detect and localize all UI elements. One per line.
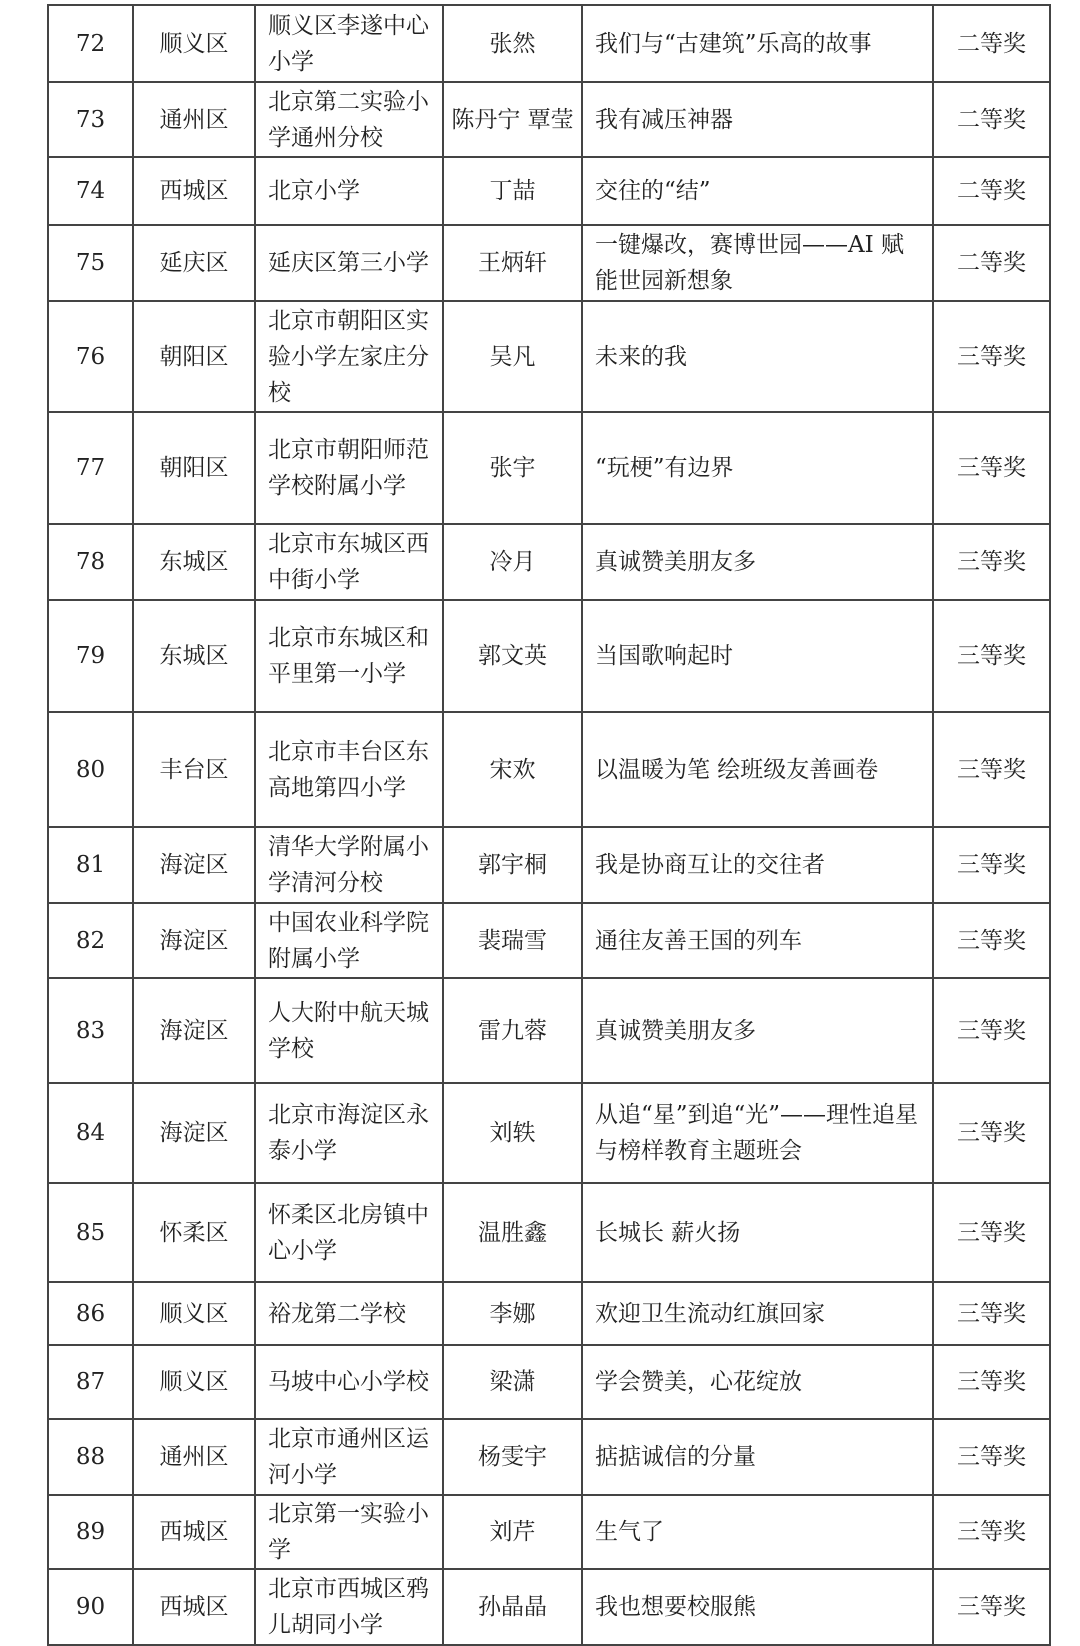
entry-title-cell: 欢迎卫生流动红旗回家 (582, 1282, 933, 1345)
school-name-cell: 北京市朝阳区实验小学左家庄分校 (255, 301, 443, 412)
school-name-cell: 北京市东城区西中街小学 (255, 524, 443, 600)
table-row (48, 524, 1050, 600)
row-number-cell: 78 (48, 524, 133, 600)
table-row (48, 82, 1050, 157)
entry-title-cell: 学会赞美，心花绽放 (582, 1345, 933, 1419)
row-number-cell: 90 (48, 1569, 133, 1645)
table-row (48, 1183, 1050, 1282)
teacher-name-cell: 李娜 (443, 1282, 582, 1345)
teacher-name-cell: 梁潇 (443, 1345, 582, 1419)
teacher-name-cell: 裴瑞雪 (443, 903, 582, 978)
school-name-cell: 北京市东城区和平里第一小学 (255, 600, 443, 712)
table-row (48, 1419, 1050, 1495)
table-row (48, 600, 1050, 712)
district-cell: 西城区 (133, 1495, 255, 1569)
award-level-cell: 三等奖 (933, 1345, 1050, 1419)
school-name-cell: 马坡中心小学校 (255, 1345, 443, 1419)
district-cell: 海淀区 (133, 1083, 255, 1183)
award-level-cell: 三等奖 (933, 1569, 1050, 1645)
teacher-name-cell: 温胜鑫 (443, 1183, 582, 1282)
table-row (48, 1569, 1050, 1645)
teacher-name-cell: 吴凡 (443, 301, 582, 412)
award-level-cell: 二等奖 (933, 82, 1050, 157)
award-level-cell: 三等奖 (933, 412, 1050, 524)
table-row (48, 157, 1050, 225)
row-number-cell: 85 (48, 1183, 133, 1282)
district-cell: 通州区 (133, 1419, 255, 1495)
row-number-cell: 72 (48, 5, 133, 82)
school-name-cell: 顺义区李遂中心小学 (255, 5, 443, 82)
table-row (48, 903, 1050, 978)
award-level-cell: 三等奖 (933, 978, 1050, 1083)
row-number-cell: 80 (48, 712, 133, 827)
entry-title-cell: 一键爆改，赛博世园——AI 赋能世园新想象 (582, 225, 933, 301)
table-row (48, 712, 1050, 827)
district-cell: 通州区 (133, 82, 255, 157)
award-level-cell: 三等奖 (933, 600, 1050, 712)
teacher-name-cell: 杨雯宇 (443, 1419, 582, 1495)
school-name-cell: 北京小学 (255, 157, 443, 225)
district-cell: 海淀区 (133, 827, 255, 903)
entry-title-cell: 长城长 薪火扬 (582, 1183, 933, 1282)
row-number-cell: 79 (48, 600, 133, 712)
district-cell: 顺义区 (133, 1282, 255, 1345)
district-cell: 西城区 (133, 1569, 255, 1645)
entry-title-cell: 从追“星”到追“光”——理性追星与榜样教育主题班会 (582, 1083, 933, 1183)
award-level-cell: 二等奖 (933, 157, 1050, 225)
table-row (48, 827, 1050, 903)
school-name-cell: 人大附中航天城学校 (255, 978, 443, 1083)
teacher-name-cell: 郭文英 (443, 600, 582, 712)
school-name-cell: 北京市通州区运河小学 (255, 1419, 443, 1495)
table-row (48, 225, 1050, 301)
teacher-name-cell: 郭宇桐 (443, 827, 582, 903)
entry-title-cell: 通往友善王国的列车 (582, 903, 933, 978)
district-cell: 海淀区 (133, 903, 255, 978)
award-table-body (48, 5, 1050, 1645)
row-number-cell: 89 (48, 1495, 133, 1569)
district-cell: 怀柔区 (133, 1183, 255, 1282)
entry-title-cell: 交往的“结” (582, 157, 933, 225)
entry-title-cell: 掂掂诚信的分量 (582, 1419, 933, 1495)
row-number-cell: 81 (48, 827, 133, 903)
school-name-cell: 中国农业科学院附属小学 (255, 903, 443, 978)
teacher-name-cell: 张宇 (443, 412, 582, 524)
row-number-cell: 86 (48, 1282, 133, 1345)
row-number-cell: 74 (48, 157, 133, 225)
award-level-cell: 二等奖 (933, 225, 1050, 301)
teacher-name-cell: 张然 (443, 5, 582, 82)
entry-title-cell: 未来的我 (582, 301, 933, 412)
row-number-cell: 83 (48, 978, 133, 1083)
row-number-cell: 77 (48, 412, 133, 524)
row-number-cell: 76 (48, 301, 133, 412)
entry-title-cell: 真诚赞美朋友多 (582, 524, 933, 600)
school-name-cell: 裕龙第二学校 (255, 1282, 443, 1345)
award-level-cell: 三等奖 (933, 301, 1050, 412)
entry-title-cell: “玩梗”有边界 (582, 412, 933, 524)
district-cell: 海淀区 (133, 978, 255, 1083)
school-name-cell: 北京市丰台区东高地第四小学 (255, 712, 443, 827)
table-row (48, 1345, 1050, 1419)
table-row (48, 1083, 1050, 1183)
teacher-name-cell: 陈丹宁 覃莹 (443, 82, 582, 157)
table-row (48, 978, 1050, 1083)
district-cell: 东城区 (133, 600, 255, 712)
entry-title-cell: 我们与“古建筑”乐高的故事 (582, 5, 933, 82)
teacher-name-cell: 宋欢 (443, 712, 582, 827)
table-row (48, 301, 1050, 412)
district-cell: 延庆区 (133, 225, 255, 301)
award-level-cell: 三等奖 (933, 903, 1050, 978)
teacher-name-cell: 孙晶晶 (443, 1569, 582, 1645)
row-number-cell: 82 (48, 903, 133, 978)
award-level-cell: 三等奖 (933, 712, 1050, 827)
district-cell: 朝阳区 (133, 412, 255, 524)
row-number-cell: 87 (48, 1345, 133, 1419)
entry-title-cell: 当国歌响起时 (582, 600, 933, 712)
award-level-cell: 三等奖 (933, 827, 1050, 903)
district-cell: 西城区 (133, 157, 255, 225)
entry-title-cell: 我是协商互让的交往者 (582, 827, 933, 903)
award-level-cell: 三等奖 (933, 1083, 1050, 1183)
award-level-cell: 三等奖 (933, 1183, 1050, 1282)
row-number-cell: 84 (48, 1083, 133, 1183)
teacher-name-cell: 刘芹 (443, 1495, 582, 1569)
table-row (48, 5, 1050, 82)
table-row (48, 412, 1050, 524)
teacher-name-cell: 冷月 (443, 524, 582, 600)
teacher-name-cell: 雷九蓉 (443, 978, 582, 1083)
entry-title-cell: 我有减压神器 (582, 82, 933, 157)
entry-title-cell: 我也想要校服熊 (582, 1569, 933, 1645)
school-name-cell: 北京市朝阳师范学校附属小学 (255, 412, 443, 524)
district-cell: 东城区 (133, 524, 255, 600)
table-row (48, 1282, 1050, 1345)
award-level-cell: 三等奖 (933, 1419, 1050, 1495)
teacher-name-cell: 丁喆 (443, 157, 582, 225)
row-number-cell: 75 (48, 225, 133, 301)
district-cell: 朝阳区 (133, 301, 255, 412)
entry-title-cell: 生气了 (582, 1495, 933, 1569)
entry-title-cell: 真诚赞美朋友多 (582, 978, 933, 1083)
district-cell: 丰台区 (133, 712, 255, 827)
award-level-cell: 三等奖 (933, 524, 1050, 600)
row-number-cell: 88 (48, 1419, 133, 1495)
school-name-cell: 北京市西城区鸦儿胡同小学 (255, 1569, 443, 1645)
school-name-cell: 怀柔区北房镇中心小学 (255, 1183, 443, 1282)
school-name-cell: 北京市海淀区永泰小学 (255, 1083, 443, 1183)
teacher-name-cell: 王炳轩 (443, 225, 582, 301)
award-level-cell: 二等奖 (933, 5, 1050, 82)
award-table (47, 4, 1051, 1646)
table-row (48, 1495, 1050, 1569)
school-name-cell: 清华大学附属小学清河分校 (255, 827, 443, 903)
entry-title-cell: 以温暖为笔 绘班级友善画卷 (582, 712, 933, 827)
award-level-cell: 三等奖 (933, 1495, 1050, 1569)
award-level-cell: 三等奖 (933, 1282, 1050, 1345)
district-cell: 顺义区 (133, 1345, 255, 1419)
school-name-cell: 延庆区第三小学 (255, 225, 443, 301)
district-cell: 顺义区 (133, 5, 255, 82)
row-number-cell: 73 (48, 82, 133, 157)
teacher-name-cell: 刘轶 (443, 1083, 582, 1183)
school-name-cell: 北京第一实验小学 (255, 1495, 443, 1569)
school-name-cell: 北京第二实验小学通州分校 (255, 82, 443, 157)
